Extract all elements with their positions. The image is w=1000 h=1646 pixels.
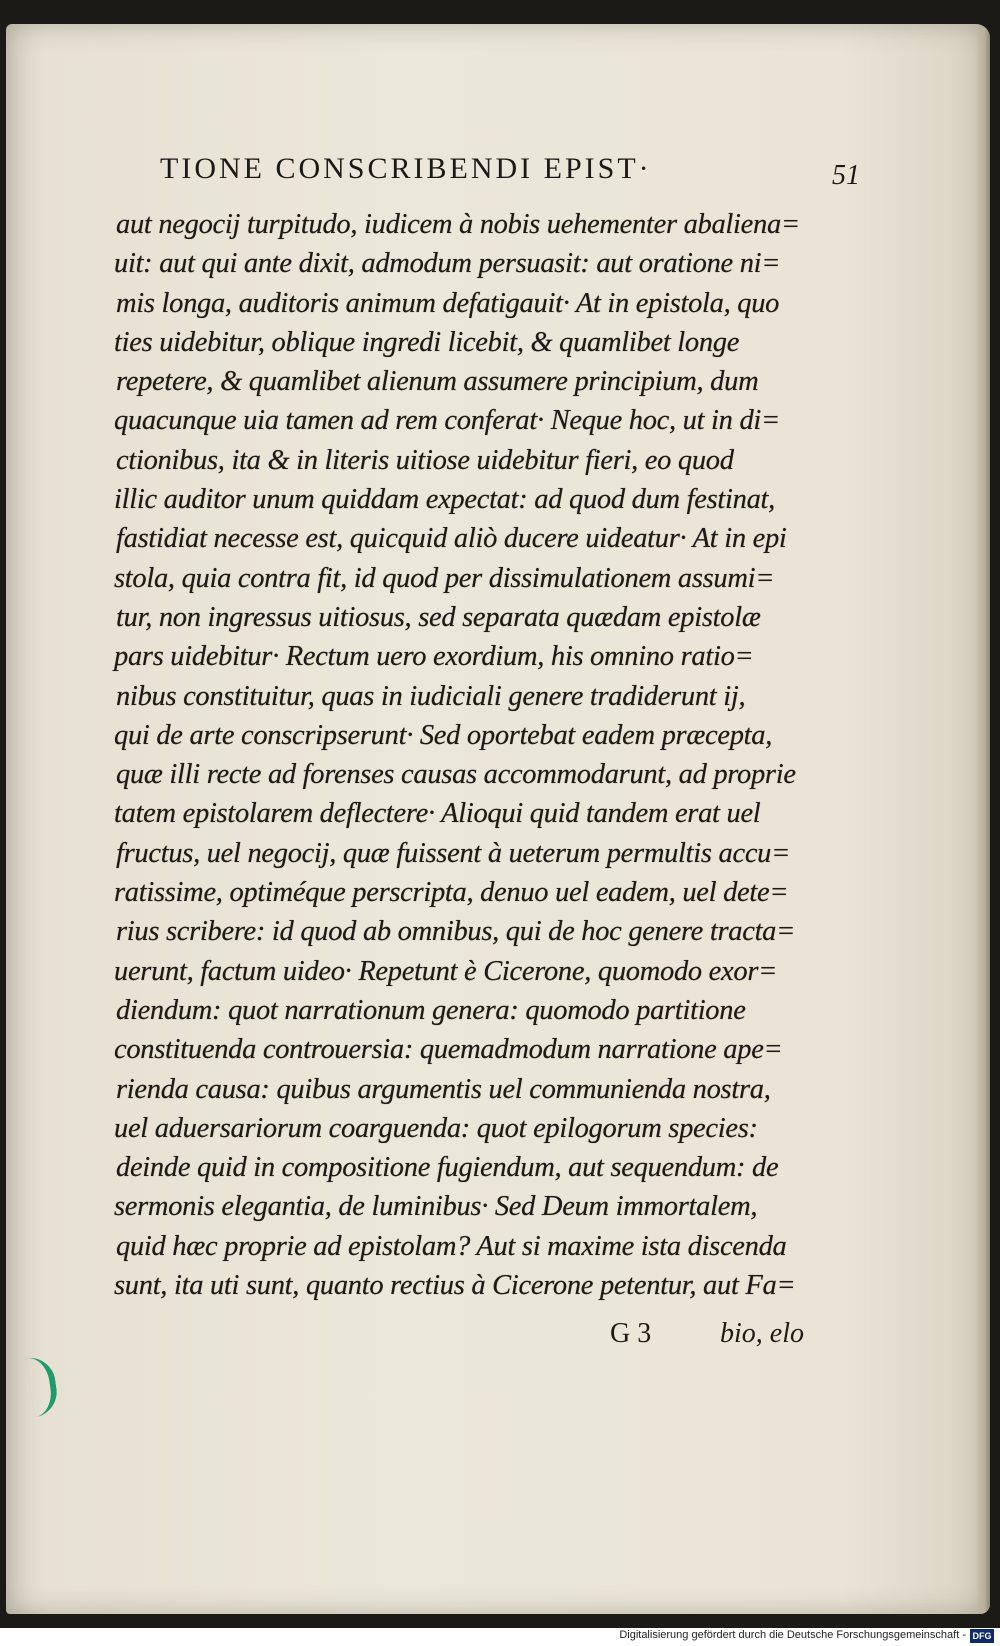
text-line: fructus, uel negocij, quæ fuissent à ueterum permultis accu= [116,837,791,869]
catchline [610,1318,850,1358]
text-line: tur, non ingressus uitiosus, sed separata quædam epistolæ [116,601,761,633]
text-line: repetere, & quamlibet alienum assumere principium, dum [116,366,759,398]
text-line: quæ illi recte ad forenses causas accommodarunt, ad proprie [116,759,796,791]
text-line: quid hæc proprie ad epistolam? Aut si maxime ista discenda [116,1230,787,1262]
text-line: rienda causa: quibus argumentis uel communienda nostra, [116,1073,771,1105]
text-line: sunt, ita uti sunt, quanto rectius à Cicerone petentur, aut Fa= [114,1270,796,1302]
text-line: uel aduersariorum coarguenda: quot epilogorum species: [114,1112,758,1144]
text-line: diendum: quot narrationum genera: quomodo partitione [116,994,746,1026]
text-line: ratissime, optiméque perscripta, denuo uel eadem, uel dete= [114,877,789,909]
text-line: illic auditor unum quiddam expectat: ad quod dum festinat, [114,484,775,516]
text-line: deinde quid in compositione fugiendum, aut sequendum: de [116,1152,779,1184]
text-line: ties uidebitur, oblique ingredi licebit, & quamlibet longe [114,326,740,358]
running-head: TIONE CONSCRIBENDI EPIST· [160,152,652,185]
text-line: quacunque uia tamen ad rem conferat· Neque hoc, ut in di= [114,405,780,437]
text-line: constituenda controuersia: quemadmodum narratione ape= [114,1034,783,1066]
text-line: aut negocij turpitudo, iudicem à nobis uehementer abaliena= [116,209,800,240]
text-line: sermonis elegantia, de luminibus· Sed Deum immortalem, [114,1191,758,1223]
text-line: uerunt, factum uideo· Repetunt è Cicerone, quomodo exor= [114,955,778,987]
text-line: stola, quia contra fit, id quod per dissimulationem assumi= [114,562,775,594]
dfg-logo: DFG [970,1629,994,1643]
footer-text: Digitalisierung gefördert durch die Deutsche Forschungsgemeinschaft - [619,1629,966,1641]
page-edge [976,24,990,1614]
text-line: qui de arte conscripserunt· Sed oportebat eadem præcepta, [114,719,773,751]
text-line: uit: aut qui ante dixit, admodum persuasit: aut oratione ni= [114,248,781,280]
text-line: tatem epistolarem deflectere· Alioqui quid tandem erat uel [114,798,761,830]
digitization-footer [0,1628,1000,1646]
text-line: fastidiat necesse est, quicquid aliò ducere uideatur· At in epi [116,523,787,555]
text-line: pars uidebitur· Rectum uero exordium, his omnino ratio= [114,641,754,673]
catchword: bio, elo [720,1318,804,1349]
text-line: ctionibus, ita & in literis uitiose uidebitur fieri, eo quod [116,444,734,476]
text-line: nibus constituitur, quas in iudiciali genere tradiderunt ij, [116,680,746,712]
signature-mark: G 3 [610,1318,652,1349]
page-number: 51 [832,160,860,191]
body-text [114,205,874,1305]
text-line: mis longa, auditoris animum defatigauit· At in epistola, quo [116,287,780,319]
text-line: rius scribere: id quod ab omnibus, qui de hoc genere tracta= [116,916,796,948]
